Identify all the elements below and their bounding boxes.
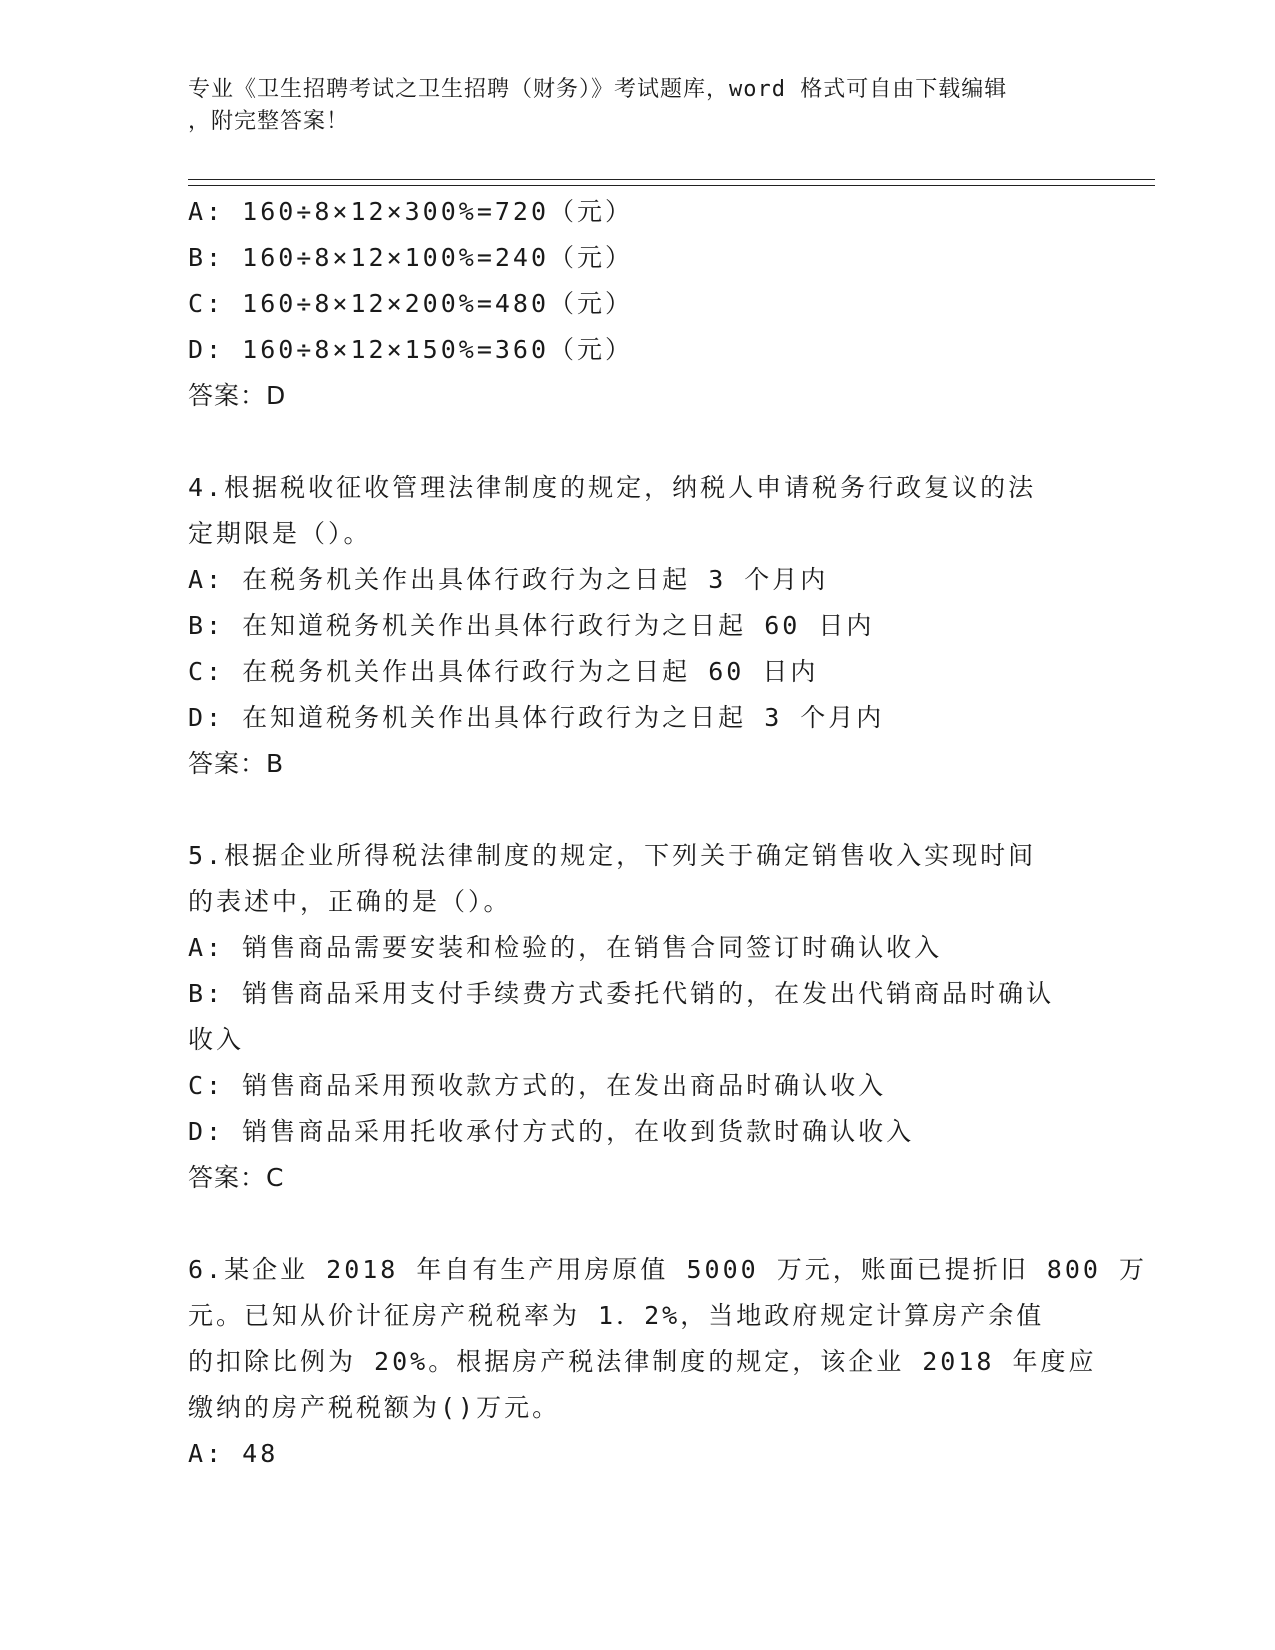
q5-option-b-line-2: 收入 <box>188 1025 245 1054</box>
q5-answer: 答案：C <box>188 1163 285 1192</box>
q3-option-c: C: 160÷8×12×200%=480（元） <box>188 289 634 318</box>
header-divider-bottom <box>188 185 1155 186</box>
q3-block <box>188 189 1088 419</box>
header-line-2: ，附完整答案！ <box>188 109 350 134</box>
q5-option-c: C: 销售商品采用预收款方式的，在发出商品时确认收入 <box>188 1071 887 1100</box>
q4-option-b: B: 在知道税务机关作出具体行政行为之日起 60 日内 <box>188 611 875 640</box>
q4-option-d: D: 在知道税务机关作出具体行政行为之日起 3 个月内 <box>188 703 885 732</box>
q4-answer: 答案：B <box>188 749 285 778</box>
document-header <box>188 74 1088 138</box>
q4-block <box>188 465 1088 787</box>
q6-stem-line-4: 缴纳的房产税税额为()万元。 <box>188 1393 561 1422</box>
q3-option-b: B: 160÷8×12×100%=240（元） <box>188 243 634 272</box>
q6-stem-line-3: 的扣除比例为 20%。根据房产税法律制度的规定，该企业 2018 年度应 <box>188 1347 1097 1376</box>
q3-answer: 答案：D <box>188 381 287 410</box>
q5-stem-line-2: 的表述中，正确的是（）。 <box>188 887 512 916</box>
header-divider-top <box>188 179 1155 180</box>
q4-option-a: A: 在税务机关作出具体行政行为之日起 3 个月内 <box>188 565 829 594</box>
q6-stem-line-2: 元。已知从价计征房产税税率为 1．2%，当地政府规定计算房产余值 <box>188 1301 1045 1330</box>
q5-block <box>188 833 1088 1201</box>
question-content <box>188 189 1147 1477</box>
q5-option-a: A: 销售商品需要安装和检验的，在销售合同签订时确认收入 <box>188 933 943 962</box>
q5-option-b-line-1: B: 销售商品采用支付手续费方式委托代销的，在发出代销商品时确认 <box>188 979 1055 1008</box>
q6-stem-line-1: 6.某企业 2018 年自有生产用房原值 5000 万元，账面已提折旧 800 万 <box>188 1255 1147 1284</box>
q5-option-d: D: 销售商品采用托收承付方式的，在收到货款时确认收入 <box>188 1117 915 1146</box>
q5-stem-line-1: 5.根据企业所得税法律制度的规定，下列关于确定销售收入实现时间 <box>188 841 1037 870</box>
q4-stem-line-2: 定期限是（）。 <box>188 519 372 548</box>
q3-option-d: D: 160÷8×12×150%=360（元） <box>188 335 634 364</box>
header-line-1: 专业《卫生招聘考试之卫生招聘（财务）》考试题库，word 格式可自由下载编辑 <box>188 77 1008 102</box>
q4-stem-line-1: 4.根据税收征收管理法律制度的规定，纳税人申请税务行政复议的法 <box>188 473 1037 502</box>
q4-option-c: C: 在税务机关作出具体行政行为之日起 60 日内 <box>188 657 819 686</box>
q6-option-a: A: 48 <box>188 1439 279 1468</box>
q6-block <box>188 1247 1147 1477</box>
q3-option-a: A: 160÷8×12×300%=720（元） <box>188 197 634 226</box>
